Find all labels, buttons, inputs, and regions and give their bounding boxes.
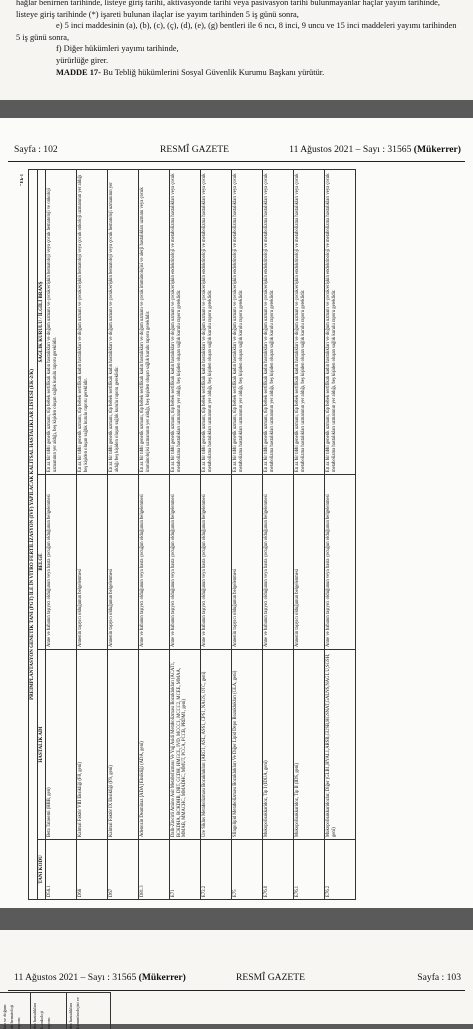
page-header [14, 144, 461, 160]
mukerrer-label-103: (Mükerrer) [138, 972, 186, 983]
issue-date-103: 11 Ağustos 2021 – Sayı : 31565 [14, 972, 139, 983]
cell-document: Anne ve babanın taşıyıcı olduğunun veya hasta çocuğun olduğunun belgelenmesi [325, 475, 356, 650]
cell-board: En az bir tıbbi genetik uzmanı, tüp bebek sertifikalı kadın hastalıkları ve doğum uzmanı ve çocuk/erişkin endokrinoloji ve metabolizma hastalıkları veya çocuk metabolizma hastalıkları uzmanının yer aldığı, beş kişiden oluşan sağlık kurulu raporu gereklidir. [201, 169, 232, 474]
article-17 [16, 67, 466, 79]
table-row [170, 169, 201, 899]
prev-line: listeye giriş tarihinde (*) işareti bulunan ilaçlar ise yayım tarihinden 5 iş günü sonra, [16, 9, 299, 19]
table-row [263, 169, 294, 899]
gazette-page-103 [0, 930, 473, 1029]
cell-disease: Adenozin Deaminaz [ADA] Eksikliği (ADA, geni) [139, 650, 170, 840]
table-fragment-col-1 [0, 992, 31, 1029]
table-row [46, 169, 77, 899]
cell-board: En az bir tıbbi genetik uzmanı, tüp bebek sertifikalı kadın hastalıkları ve doğum uzmanı ve çocuk/erişkin endokrinoloji ve metabolizma hastalıkları veya çocuk metabolizma hastalıkları uzmanının yer aldığı, beş kişiden oluşan sağlık kurulu raporu gereklidir. [294, 169, 325, 474]
fragment-text: uk hematoloji [9, 1004, 14, 1029]
cell-disease: Beta Talasemi (HBB, gen) [46, 650, 77, 840]
prev-line: yürürlüğe girer. [56, 55, 109, 65]
cell-code: D66 [77, 840, 108, 900]
issue-info-103 [14, 972, 186, 983]
cell-board: En az bir tıbbi genetik uzmanı, tüp bebek sertifikalı kadın hastalıkları ve doğum uzmanı ve çocuk/erişkin hematoloji veya çocuk hematoloji ve onkoloji uzmanının yer aldığı, beş kişiden oluşan sağlık kurulu raporu gereklidir. [46, 169, 77, 474]
cell-disease: Mukopolisakkaridoz, Tip II (IDS, geni) [294, 650, 325, 840]
fragment-text: ları ve doğum [2, 1004, 7, 1029]
page-number: Sayfa : 102 [14, 144, 58, 155]
page-number-103: Sayfa : 103 [417, 972, 461, 983]
cell-document: Anne ve babanın taşıyıcı olduğunun veya hasta çocuğun olduğunun belgelenmesi [139, 475, 170, 650]
cell-document: Annenin taşıyıcı olduğunun belgelenmesi [232, 475, 263, 650]
previous-page-text [16, 0, 466, 78]
cell-board: En az bir tıbbi genetik uzmanı, tüp bebek sertifikalı kadın hastalıkları ve doğum uzmanı ve çocuk immünolojisi ve alerji hastalıkları uzmanı veya çocuk immünolojisi uzmanının yer aldığı, beş kişiden oluşan sağlık kurulu raporu gereklidir. [139, 169, 170, 474]
cell-document: Annenin taşıyıcı olduğunun belgelenmesi [77, 475, 108, 650]
cell-code: D81.3 [139, 840, 170, 900]
table-fragment-col-2 [30, 992, 67, 1029]
cell-board: En az bir tıbbi genetik uzmanı, tüp bebek sertifikalı kadın hastalıkları ve doğum uzmanı ve çocuk/erişkin endokrinoloji ve metabolizma hastalıkları veya çocuk metabolizma hastalıkları uzmanının yer aldığı, beş kişiden oluşan sağlık kurulu raporu gereklidir. [170, 169, 201, 474]
header-rule-103 [8, 990, 465, 991]
cell-board: En az bir tıbbi genetik uzmanı, tüp bebek sertifikalı kadın hastalıkları ve doğum uzmanı ve çocuk/erişkin hematoloji veya çocuk hematoloji uzmanının yer aldığı beş kişiden oluşan sağlık kurulu raporu gereklidir. [108, 169, 139, 474]
rotated-table [19, 170, 450, 900]
fragment-text: dın hastalıkları [68, 1002, 73, 1029]
article-label: MADDE 17- [56, 67, 101, 77]
table-row [325, 169, 356, 899]
header-rule [8, 161, 465, 162]
annex-label: "Ek-1 [19, 174, 24, 186]
cell-disease: Dallı-Zincirli Amino Asit Metabolizması Ve Yağ Asidi Metabolizması Bozuklukları (ACAT1, BCKDHA, BCKDHB, DBT, GCDH, HMGCL, IVD, MCCC1, MCCC2, MCEE, MMAA, MMAB, MMACHC, MMADHC, MMUT, PCCA, PCCB, PRDM1, geni) [170, 650, 201, 840]
cell-document: Anne ve babanın taşıyıcı olduğunun veya hasta çocuğun olduğunun belgelenmesi [263, 475, 294, 650]
cell-code: D67 [108, 840, 139, 900]
cell-document: Annenin taşıyıcı olduğunun belgelenmesi [294, 475, 325, 650]
cell-code: E71 [170, 840, 201, 900]
gazette-page-102 [0, 118, 473, 908]
cell-disease: Kalıtsal Faktör IX Eksikliği (F9, geni) [108, 650, 139, 840]
cell-code: E76.2 [325, 840, 356, 900]
fragment-text: k immünolojisi ve [75, 997, 80, 1029]
disease-table [28, 169, 356, 900]
cell-board: En az bir tıbbi genetik uzmanı, tüp bebek sertifikalı kadın hastalıkları ve doğum uzmanı ve çocuk/erişkin endokrinoloji ve metabolizma hastalıkları veya çocuk metabolizma hastalıkları uzmanının yer aldığı, beş kişiden oluşan sağlık kurulu raporu gereklidir. [263, 169, 294, 474]
prev-line: hağlar benirnen tarihinde, listeye giriş tarihi, aktivasyonde tarihi veya pasivasyon tarihi bulunmayanlar haçlar yayım tarihinde, [16, 0, 440, 7]
fragment-text: raporu [46, 1017, 51, 1029]
table-row [108, 169, 139, 899]
table-row [232, 169, 263, 899]
cell-code: D56.1 [46, 840, 77, 900]
cell-disease: Üre Siklus Metabolizması Bozuklukları (ARG1, ASL, ASS1, CPS1, NAGS, OTC, geni) [201, 650, 232, 840]
cell-disease: Mukopolisakkaridoz, Tip I (IDUA, geni) [263, 650, 294, 840]
gazette-name: RESMÎ GAZETE [160, 144, 230, 155]
cell-code: E72.2 [201, 840, 232, 900]
fragment-text: dın hastalıkları [32, 1002, 37, 1029]
header-disease: HASTALIK ADI [37, 650, 46, 840]
fragment-text: raporu [16, 1017, 21, 1029]
prev-line: 5 iş günü sonra, [16, 32, 70, 42]
cell-document: Anne ve babanın taşıyıcı olduğunun veya hasta çocuğun olduğunun belgelenmesi [46, 475, 77, 650]
page-header-103 [14, 972, 461, 988]
header-board: SAĞLIK KURULU / İLGİLİ BRANŞ [37, 169, 46, 474]
cell-disease: Kalıtsal Faktör VIII Eksikliği (F8, geni) [77, 650, 108, 840]
rotated-table-area [19, 170, 450, 900]
prev-line: e) 5 inci maddesinin (a), (b), (c), (ç), (d), (e), (g) bentleri ile 6 ncı, 8 inci, 9 uncu ve 15 inci maddeleri yayımı tarihinden [56, 21, 457, 31]
cell-code: E76.0 [263, 840, 294, 900]
table-title: PREIMPLANTASYON GENETİK TANI (PGT) İLE İN VİTRO FERTİLİZASYON (IVF) YAPILACAK KALITSAL HASTALIKLAR LİSTESİ (EK-2/K) [29, 169, 38, 899]
table-fragment-col-3 [66, 992, 111, 1029]
cell-board: En az bir tıbbi genetik uzmanı, tüp bebek sertifikalı kadın hastalıkları ve doğum uzmanı ve çocuk/erişkin endokrinoloji ve metabolizma hastalıkları veya çocuk metabolizma hastalıkları uzmanının yer aldığı, beş kişiden oluşan sağlık kurulu raporu gereklidir. [325, 169, 356, 474]
table-row [201, 169, 232, 899]
cell-document: Anne ve babanın taşıyıcı olduğunun veya hasta çocuğun olduğunun belgelenmesi [201, 475, 232, 650]
cell-code: E75 [232, 840, 263, 900]
table-row [77, 169, 108, 899]
prev-line: f) Diğer hükümleri yayımı tarihinde, [56, 44, 179, 54]
cell-disease: Sfingolipid Metabolizması Bozuklukları Ve Diğer Lipid Depo Bozuklukları (GLA, geni) [232, 650, 263, 840]
cell-board: En az bir tıbbi genetik uzmanı, tüp bebek sertifikalı kadın hastalıkları ve doğum uzmanı ve çocuk/erişkin hematoloji veya çocuk onkoloji uzmanının yer aldığı beş kişiden oluşan sağlık kurulu raporu gereklidir. [77, 169, 108, 474]
cell-board: En az bir tıbbi genetik uzmanı, tüp bebek sertifikalı kadın hastalıkları ve doğum uzmanı ve çocuk/erişkin endokrinoloji ve metabolizma hastalıkları veya çocuk metabolizma hastalıkları uzmanının yer aldığı, beş kişiden oluşan sağlık kurulu raporu gereklidir. [232, 169, 263, 474]
header-code: TANI KODU [37, 840, 46, 900]
table-row [294, 169, 325, 899]
cell-document: Annenin taşıyıcı olduğunun belgelenmesi [108, 475, 139, 650]
cell-document: Anne ve babanın taşıyıcı olduğunun veya hasta çocuğun olduğunun belgelenmesi [170, 475, 201, 650]
cell-code: E76.1 [294, 840, 325, 900]
header-document: BELGE [37, 475, 46, 650]
gazette-name-103: RESMÎ GAZETE [236, 972, 306, 983]
fragment-text: k onkoloji [39, 1011, 44, 1029]
issue-date: 11 Ağustos 2021 – Sayı : 31565 [289, 144, 414, 155]
mukerrer-label: (Mükerrer) [413, 144, 461, 155]
table-row [139, 169, 170, 899]
article-text: Bu Tebliğ hükümlerini Sosyal Güvenlik Kurumu Başkanı yürütür. [100, 67, 325, 77]
previous-page-fragment [0, 0, 473, 100]
cell-disease: Mukopolisakkaridozlar, Diğer (GLB1,HYAL1,ARSB,GUSB,HGSNAT,GALNS,NAGL U,SGSH, geni) [325, 650, 356, 840]
issue-info [289, 144, 461, 155]
